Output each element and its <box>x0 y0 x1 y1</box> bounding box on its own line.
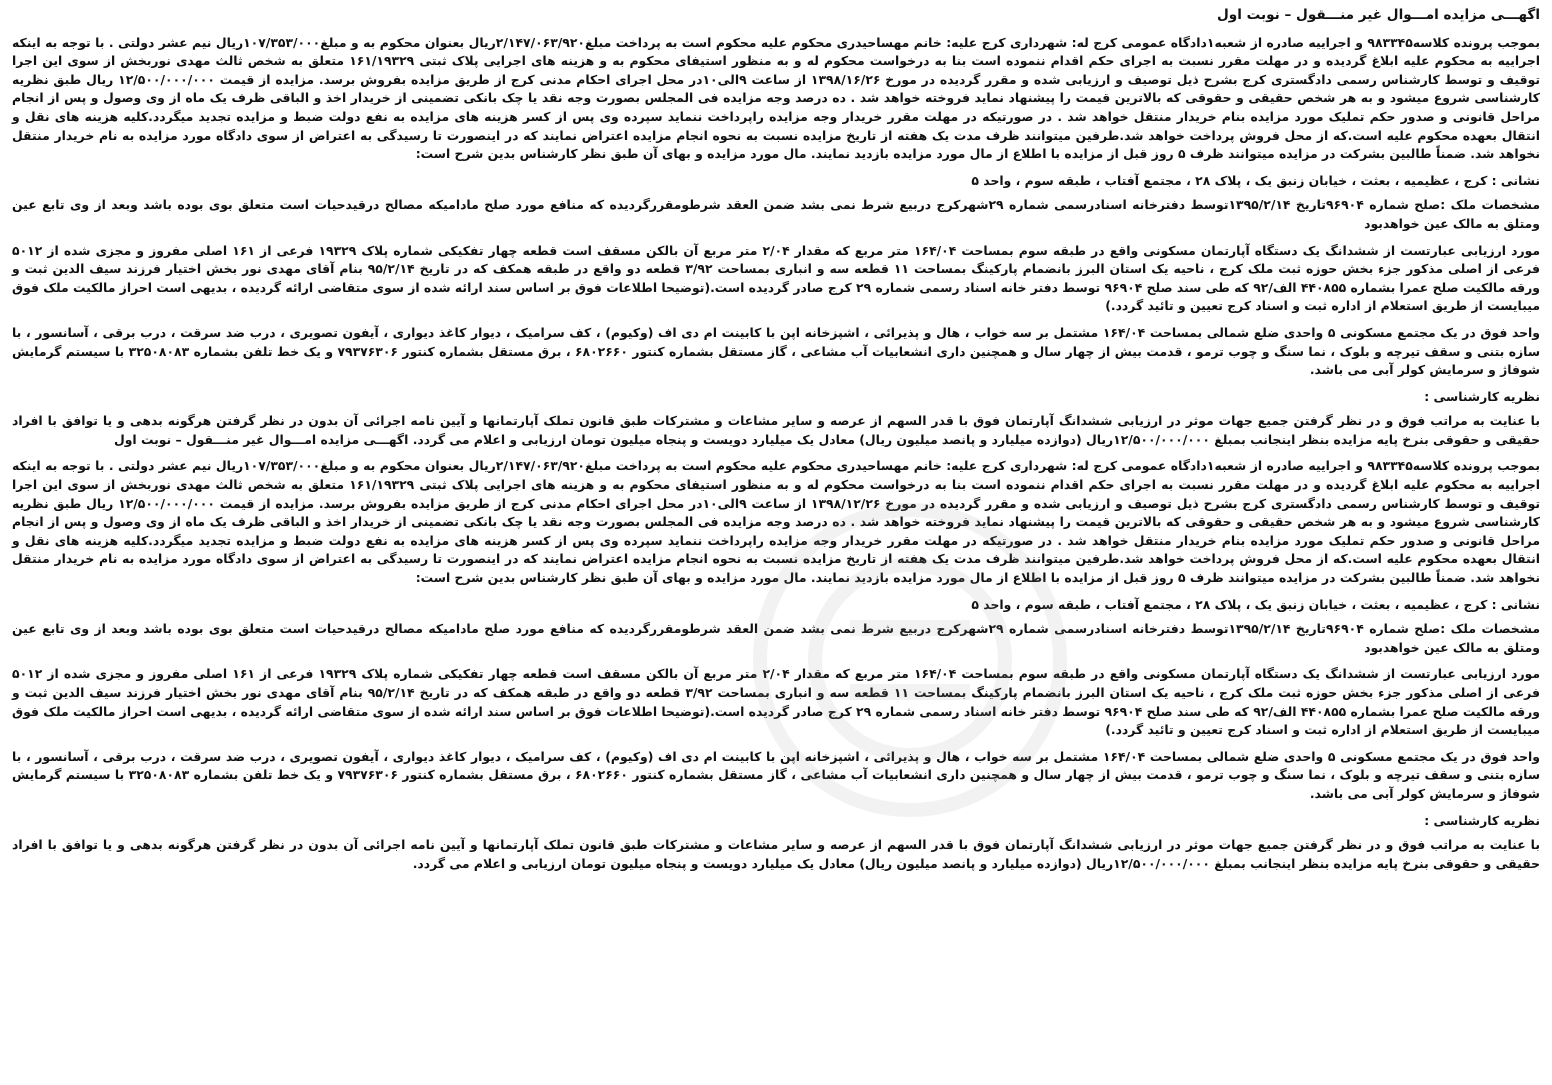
notice-title: اگهـــی مزایده امـــوال غیر منـــقول – نوبت اول <box>1217 7 1540 23</box>
appraisal-subject-1: مورد ارزیابی عبارتست از ششدانگ یک دستگاه آپارتمان مسکونی واقع در طبقه سوم بمساحت ۱۶۴/۰۴ متر مربع که مقدار ۲/۰۴ متر مربع آن بالکن مسقف است قطعه چهار تفکیکی شماره پلاک ۱۹۳۲۹ فرعی از ۱۶۱ اصلی مفروز و مجزی شده از ۵۰۱۲ فرعی از اصلی مذکور جزء بخش حوزه ثبت ملک کرج ، ناحیه یک استان البرز بانضمام پارکینگ بمساحت ۱۱ قطعه سه و انباری بمساحت ۳/۹۲ قطعه دو واقع در طبقه همکف که در تاریخ ۹۵/۲/۱۴ بنام آقای مهدی نور بخش اختیار فرزند سیف الدین ثبت و ورقه مالکیت صلح عمرا بشماره ۴۴۰۸۵۵ الف/۹۲ که طی سند صلح ۹۶۹۰۴ توسط دفتر خانه اسناد رسمی شماره ۲۹ کرج صادر گردیده است.(توضیحا اطلاعات فوق بر اساس سند ارائه شده از سوی متقاضی ارائه گردیده ، بدیهی است احراز مالکیت ملک فوق میبایست از طریق استعلام از اداره ثبت و اسناد کرج تعیین و تائید گردد.) <box>12 242 1541 314</box>
property-specs-2: مشخصات ملک :صلح شماره ۹۶۹۰۴تاریخ ۱۳۹۵/۲/۱۴توسط دفترخانه اسنادرسمی شماره ۲۹شهرکرج دربیع شرط نمی بشد ضمن العقد شرطومقررگردیده که منافع مورد صلح مادامیکه مصالح درقیدحیات است متعلق بوی بوده باشد وبعد از وی تابع عین ومتلق به مالک عین خواهدبود <box>12 621 1540 655</box>
address-1: نشانی : کرج ، عظیمیه ، بعثت ، خیابان زنبق یک ، پلاک ۲۸ ، مجتمع آفتاب ، طبقه سوم ، واحد ۵ <box>971 172 1540 188</box>
address-2: نشانی : کرج ، عظیمیه ، بعثت ، خیابان زنبق یک ، پلاک ۲۸ ، مجتمع آفتاب ، طبقه سوم ، واحد ۵ <box>971 596 1540 612</box>
case-intro-1: بموجب پرونده کلاسه۹۸۳۳۴۵ و اجراییه صادره از شعبه۱دادگاه عمومی کرج له: شهرداری کرج علیه: خانم مهساحیدری محکوم علیه محکوم است به پرداخت مبلغ۲/۱۴۷/۰۶۳/۹۲۰ریال بعنوان محکوم به و مبلغ۱۰۷/۳۵۳/۰۰۰ریال نیم عشر دولتی . با توجه به اینکه اجراییه به محکوم علیه ابلاغ گردیده و در مهلت مقرر نسبت به اجرای حکم اقدام ننموده است بنا به درخواست محکوم له و به منظور استیفای محکوم به و هزینه های اجرایی پلاک ثبتی ۱۶۱/۱۹۳۲۹ متعلق به شخص ثالث مهدی نوربخش از سوی این اجرا توقیف و توسط کارشناس رسمی دادگستری کرج بشرح ذیل توصیف و ارزیابی شده و مقرر گردیده در مورخ ۱۳۹۸/۱۶/۲۶ از ساعت ۹الی۱۰در محل اجرای احکام مدنی کرج از طریق مزایده بفروش برسد. مزایده از قیمت ۱۲/۵۰۰/۰۰۰/۰۰۰ ریال طبق نظریه کارشناسی شروع میشود و به هر شخص حقیقی و حقوقی که بالاترین قیمت را پیشنهاد نماید فروخته خواهد شد . ده درصد وجه مزایده فی المجلس بصورت وجه نقد یا چک بانکی تضمینی از خریدار اخذ و الباقی ظرف یک ماه از وی وصول و پس از انجام مراحل قانونی و صدور حکم تملیک مورد مزایده بنام خریدار منتقل خواهد شد . در صورتیکه در مهلت مقرر خریدار وجه مزایده راپرداخت ننماید سپرده وی پس از کسر هزینه های مزایده به نفع دولت ضبط و مزایده تجدید میگردد.کلیه هزینه های نقل و انتقال بعهده محکوم علیه است.که از محل فروش پرداخت خواهد شد.طرفین میتوانند ظرف مدت یک هفته از تاریخ مزایده نسبت به نحوه انجام مزایده اعتراض نمایند که در اینصورت تا رسیدگی به اعتراض از سوی دادگاه مورد مزایده به نام خریدار منتقل نخواهد شد. ضمناً طالبین بشرکت در مزایده میتوانند ظرف ۵ روز قبل از مزایده با اطلاع از مال مورد مزایده بازدید نمایند. مال مورد مزایده و بهای آن طبق نظر کارشناس بدین شرح است: <box>12 34 1541 162</box>
expert-heading-1: نظریه کارشناسی : <box>1424 388 1540 404</box>
repeat-title: اگهـــی مزایده امـــوال غیر منـــقول – نوبت اول <box>113 431 409 447</box>
expert-opinion-text-1: با عنایت به مراتب فوق و در نظر گرفتن جمیع جهات موثر در ارزیابی ششدانگ آپارتمان فوق با قدر السهم از عرصه و سایر مشاعات و مشترکات طبق قانون تملک آپارتمانها و آیین نامه اجرائی آن بدون در نظر گرفتن هرگونه بدهی و یا توافق با افراد حقیقی و حقوقی بنرخ پایه مزایده بنظر اینجانب بمبلغ ۱۲/۵۰۰/۰۰۰/۰۰۰ریال (دوازده میلیارد و پانصد میلیون ریال) معادل یک میلیارد دویست و پنجاه میلیون تومان ارزیابی و اعلام می گردد. <box>12 413 1540 447</box>
expert-heading-2: نظریه کارشناسی : <box>1424 812 1540 828</box>
appraisal-subject-2: مورد ارزیابی عبارتست از ششدانگ یک دستگاه آپارتمان مسکونی واقع در طبقه سوم بمساحت ۱۶۴/۰۴ متر مربع که مقدار ۲/۰۴ متر مربع آن بالکن مسقف است قطعه چهار تفکیکی شماره پلاک ۱۹۳۲۹ فرعی از ۱۶۱ اصلی مفروز و مجزی شده از ۵۰۱۲ فرعی از اصلی مذکور جزء بخش حوزه ثبت ملک کرج ، ناحیه یک استان البرز بانضمام پارکینگ بمساحت ۱۱ قطعه سه و انباری بمساحت ۳/۹۲ قطعه دو واقع در طبقه همکف که در تاریخ ۹۵/۲/۱۴ بنام آقای مهدی نور بخش اختیار فرزند سیف الدین ثبت و ورقه مالکیت صلح عمرا بشماره ۴۴۰۸۵۵ الف/۹۲ که طی سند صلح ۹۶۹۰۴ توسط دفتر خانه اسناد رسمی شماره ۲۹ کرج صادر گردیده است.(توضیحا اطلاعات فوق بر اساس سند ارائه شده از سوی متقاضی ارائه گردیده ، بدیهی است احراز مالکیت ملک فوق میبایست از طریق استعلام از اداره ثبت و اسناد کرج تعیین و تائید گردد.) <box>12 666 1541 738</box>
expert-opinion-1 <box>12 412 1540 449</box>
unit-description-2: واحد فوق در یک مجتمع مسکونی ۵ واحدی ضلع شمالی بمساحت ۱۶۴/۰۴ مشتمل بر سه خواب ، هال و پذیرائی ، اشپزخانه اپن با کابینت ام دی اف (وکیوم) ، کف سرامیک ، دیوار کاغذ دیواری ، آیفون تصویری ، درب ضد سرقت ، درب برقی ، آسانسور ، با سازه بتنی و سقف تیرچه و بلوک ، نما سنگ و چوب ترمو ، قدمت بیش از چهار سال و همچنین داری انشعابیات آب مشاعی ، گاز مستقل بشماره کنتور ۶۸۰۲۶۶۰ ، برق مستقل بشماره کنتور ۷۹۳۷۶۳۰۶ و یک خط تلفن بشماره ۳۲۵۰۸۰۸۳ با سیستم گرمایش شوفاژ و سرمایش کولر آبی می باشد. <box>12 748 1541 801</box>
expert-opinion-2: با عنایت به مراتب فوق و در نظر گرفتن جمیع جهات موثر در ارزیابی ششدانگ آپارتمان فوق با قدر السهم از عرصه و سایر مشاعات و مشترکات طبق قانون تملک آپارتمانها و آیین نامه اجرائی آن بدون در نظر گرفتن هرگونه بدهی و یا توافق با افراد حقیقی و حقوقی بنرخ پایه مزایده بنظر اینجانب بمبلغ ۱۲/۵۰۰/۰۰۰/۰۰۰ریال (دوازده میلیارد و پانصد میلیون ریال) معادل یک میلیارد دویست و پنجاه میلیون تومان ارزیابی و اعلام می گردد. <box>12 837 1540 871</box>
property-specs-1: مشخصات ملک :صلح شماره ۹۶۹۰۴تاریخ ۱۳۹۵/۲/۱۴توسط دفترخانه اسنادرسمی شماره ۲۹شهرکرج دربیع شرط نمی بشد ضمن العقد شرطومقررگردیده که منافع مورد صلح مادامیکه مصالح درقیدحیات است متعلق بوی بوده باشد وبعد از وی تابع عین ومتلق به مالک عین خواهدبود <box>12 197 1540 231</box>
case-intro-2: بموجب پرونده کلاسه۹۸۳۳۴۵ و اجراییه صادره از شعبه۱دادگاه عمومی کرج له: شهرداری کرج علیه: خانم مهساحیدری محکوم علیه محکوم است به پرداخت مبلغ۲/۱۴۷/۰۶۳/۹۲۰ریال بعنوان محکوم به و مبلغ۱۰۷/۳۵۳/۰۰۰ریال نیم عشر دولتی . با توجه به اینکه اجراییه به محکوم علیه ابلاغ گردیده و در مهلت مقرر نسبت به اجرای حکم اقدام ننموده است بنا به درخواست محکوم له و به منظور استیفای محکوم به و هزینه های اجرایی پلاک ثبتی ۱۶۱/۱۹۳۲۹ متعلق به شخص ثالث مهدی نوربخش از سوی این اجرا توقیف و توسط کارشناس رسمی دادگستری کرج بشرح ذیل توصیف و ارزیابی شده و مقرر گردیده در مورخ ۱۳۹۸/۱۲/۲۶ از ساعت ۹الی۱۰در محل اجرای احکام مدنی کرج از طریق مزایده بفروش برسد. مزایده از قیمت ۱۲/۵۰۰/۰۰۰/۰۰۰ ریال طبق نظریه کارشناسی شروع میشود و به هر شخص حقیقی و حقوقی که بالاترین قیمت را پیشنهاد نماید فروخته خواهد شد . ده درصد وجه مزایده فی المجلس بصورت وجه نقد یا چک بانکی تضمینی از خریدار اخذ و الباقی ظرف یک ماه از وی وصول و پس از انجام مراحل قانونی و صدور حکم تملیک مورد مزایده بنام خریدار منتقل خواهد شد . در صورتیکه در مهلت مقرر خریدار وجه مزایده راپرداخت ننماید سپرده وی پس از کسر هزینه های مزایده به نفع دولت ضبط و مزایده تجدید میگردد.کلیه هزینه های نقل و انتقال بعهده محکوم علیه است.که از محل فروش پرداخت خواهد شد.طرفین میتوانند ظرف مدت یک هفته از تاریخ مزایده نسبت به نحوه انجام مزایده اعتراض نمایند که در اینصورت تا رسیدگی به اعتراض از سوی دادگاه مورد مزایده به نام خریدار منتقل نخواهد شد. ضمناً طالبین بشرکت در مزایده میتوانند ظرف ۵ روز قبل از مزایده با اطلاع از مال مورد مزایده بازدید نمایند. مال مورد مزایده و بهای آن طبق نظر کارشناس بدین شرح است: <box>12 458 1541 586</box>
unit-description-1: واحد فوق در یک مجتمع مسکونی ۵ واحدی ضلع شمالی بمساحت ۱۶۴/۰۴ مشتمل بر سه خواب ، هال و پذیرائی ، اشپزخانه اپن با کابینت ام دی اف (وکیوم) ، کف سرامیک ، دیوار کاغذ دیواری ، آیفون تصویری ، درب ضد سرقت ، درب برقی ، آسانسور ، با سازه بتنی و سقف تیرچه و بلوک ، نما سنگ و چوب ترمو ، قدمت بیش از چهار سال و همچنین داری انشعابیات آب مشاعی ، گاز مستقل بشماره کنتور ۶۸۰۲۶۶۰ ، برق مستقل بشماره کنتور ۷۹۳۷۶۳۰۶ و یک خط تلفن بشماره ۳۲۵۰۸۰۸۳ با سیستم گرمایش شوفاژ و سرمایش کولر آبی می باشد. <box>12 324 1541 378</box>
